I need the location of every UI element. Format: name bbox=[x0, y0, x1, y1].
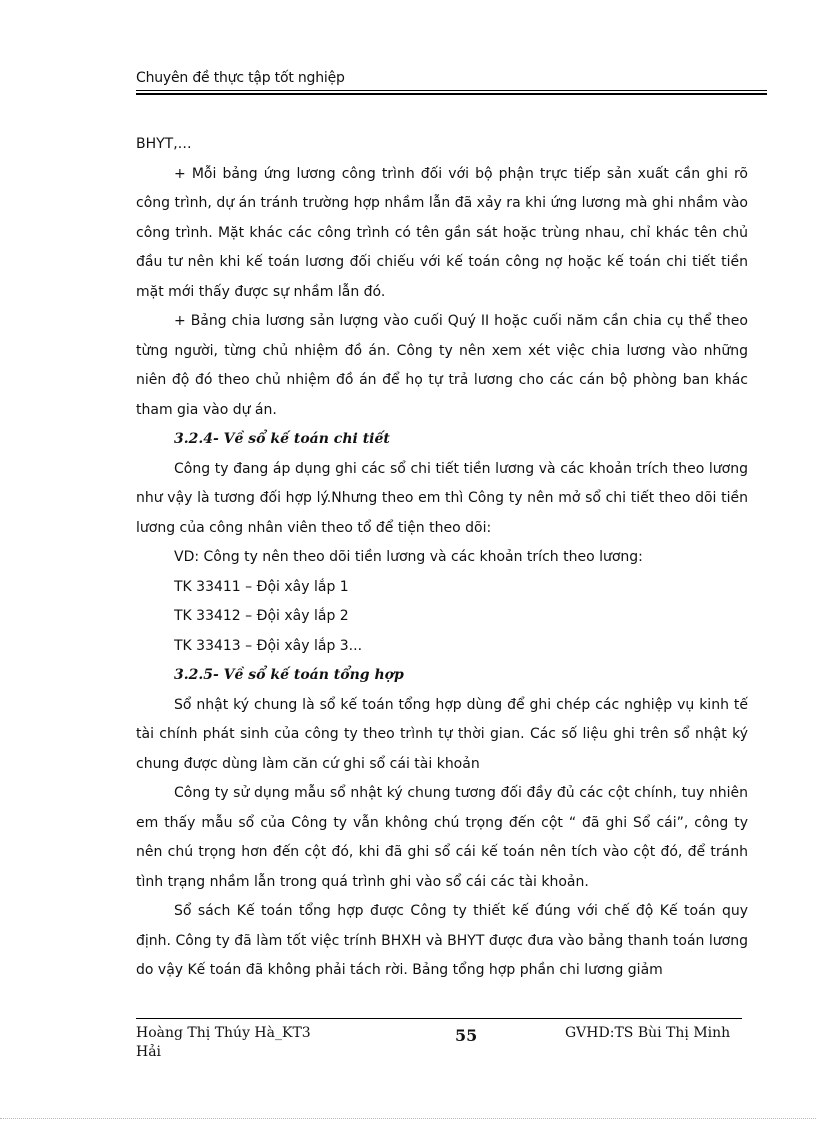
section-heading-3-2-5: 3.2.5- Về sổ kế toán tổng hợp bbox=[174, 667, 404, 683]
account-line-3: TK 33413 – Đội xây lắp 3... bbox=[174, 637, 363, 654]
paragraph-ung-luong: + Mỗi bảng ứng lương công trình đối với bộ phận trực tiếp sản xuất cần ghi rõ công trình, dự án tránh trường hợp nhầm lẫn đã xảy ra khi ứng lương mà ghi nhầm vào công trình. Mặt khác các công trình có tên gần sát hoặc trùng nhau, chỉ khác tên chủ đầu tư nên khi kế toán lương đối chiếu với kế toán công nợ hoặc kế toán chi tiết tiền mặt mới thấy được sự nhầm lẫn đó. bbox=[136, 165, 748, 300]
header-rule-thick bbox=[136, 93, 767, 95]
section-heading-3-2-4: 3.2.4- Về sổ kế toán chi tiết bbox=[174, 431, 390, 447]
header-title: Chuyên đề thực tập tốt nghiệp bbox=[136, 70, 345, 86]
footer-rule bbox=[136, 1018, 742, 1019]
paragraph-nhat-ky-chung: Sổ nhật ký chung là sổ kế toán tổng hợp dùng để ghi chép các nghiệp vụ kinh tế tài chính phát sinh của công ty theo trình tự thời gian. Các số liệu ghi trên sổ nhật ký chung được dùng làm căn cứ ghi sổ cái tài khoản bbox=[136, 696, 748, 772]
paragraph-so-chi-tiet: Công ty đang áp dụng ghi các sổ chi tiết tiền lương và các khoản trích theo lương như vậy là tương đối hợp lý.Nhưng theo em thì Công ty nên mở sổ chi tiết theo dõi tiền lương của công nhân viên theo tổ để tiện theo dõi: bbox=[136, 460, 748, 536]
footer-author: Hoàng Thị Thúy Hà_KT3 bbox=[136, 1025, 311, 1041]
example-line: VD: Công ty nên theo dõi tiền lương và các khoản trích theo lương: bbox=[174, 549, 643, 565]
footer-supervisor-continuation: Hải bbox=[136, 1044, 162, 1060]
paragraph-mau-so: Công ty sử dụng mẫu sổ nhật ký chung tương đối đầy đủ các cột chính, tuy nhiên em thấy mẫu sổ của Công ty vẫn không chú trọng đến cột “ đã ghi Sổ cái”, công ty nên chú trọng hơn đến cột đó, khi đã ghi sổ cái kế toán nên tích vào cột đó, để tránh tình trạng nhầm lẫn trong quá trình ghi vào sổ cái các tài khoản. bbox=[136, 785, 748, 890]
page-number: 55 bbox=[455, 1026, 478, 1045]
paragraph-bhyt: BHYT,… bbox=[136, 136, 192, 152]
footer-supervisor: GVHD:TS Bùi Thị Minh bbox=[565, 1025, 731, 1041]
page-edge-divider bbox=[0, 1118, 816, 1119]
header-rule bbox=[136, 90, 767, 91]
account-line-2: TK 33412 – Đội xây lắp 2 bbox=[174, 608, 349, 624]
paragraph-chia-luong: + Bảng chia lương sản lượng vào cuối Quý II hoặc cuối năm cần chia cụ thể theo từng người, từng chủ nhiệm đồ án. Công ty nên xem xét việc chia lương vào những niên độ đó theo chủ nhiệm đồ án để họ tự trả lương cho các cán bộ phòng ban khác tham gia vào dự án. bbox=[136, 313, 748, 418]
account-line-1: TK 33411 – Đội xây lắp 1 bbox=[174, 578, 349, 595]
paragraph-so-sach: Sổ sách Kế toán tổng hợp được Công ty thiết kế đúng với chế độ Kế toán quy định. Công ty đã làm tốt việc trính BHXH và BHYT được đưa vào bảng thanh toán lương do vậy Kế toán đã không phải tách rời. Bảng tổng hợp phần chi lương giảm bbox=[136, 903, 748, 978]
document-body bbox=[136, 130, 748, 986]
